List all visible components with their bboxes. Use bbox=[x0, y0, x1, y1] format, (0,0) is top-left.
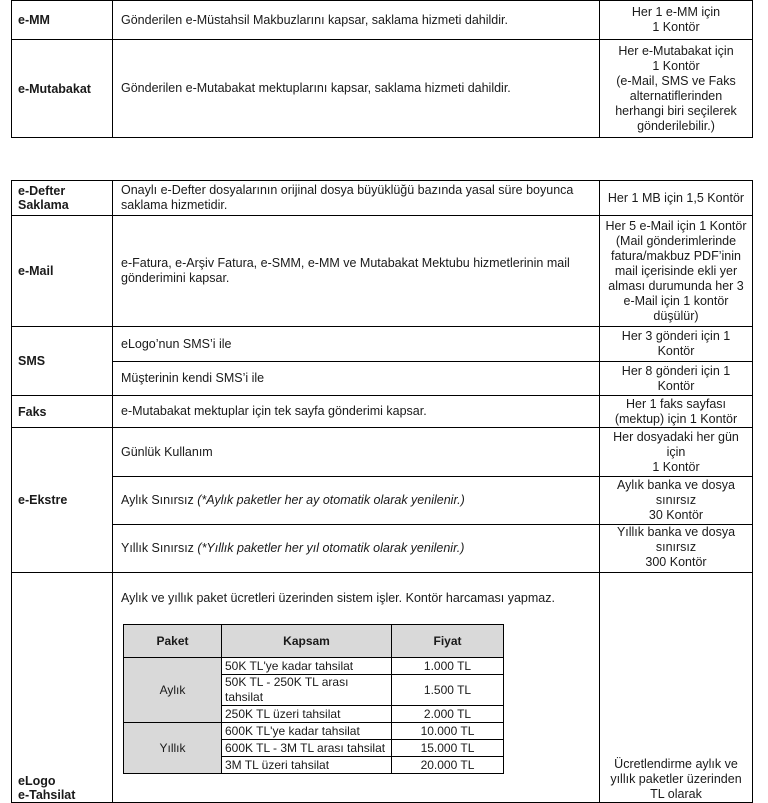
price-line: Her 3 gönderi için 1 bbox=[621, 329, 731, 343]
package-price: 10.000 TL bbox=[392, 723, 504, 740]
price-line: Her 5 e-Mail için 1 Kontör bbox=[605, 218, 747, 233]
package-scope: 50K TL'ye kadar tahsilat bbox=[222, 658, 392, 675]
plan-label: Aylık Sınırsız bbox=[121, 493, 198, 507]
price-edefter: Her 1 MB için 1,5 Kontör bbox=[600, 181, 753, 216]
service-sms: SMS bbox=[12, 327, 113, 396]
price-line: Kontör bbox=[657, 344, 695, 358]
price-line: e-Mail için 1 kontör bbox=[623, 293, 729, 308]
description-ekstre-yearly bbox=[113, 525, 600, 573]
package-price: 15.000 TL bbox=[392, 740, 504, 757]
service-email: e-Mail bbox=[12, 216, 113, 327]
price-sms-elogo bbox=[600, 327, 753, 362]
service-line: e-Defter bbox=[18, 184, 66, 198]
price-faks bbox=[600, 396, 753, 428]
price-line: Ücretlendirme aylık ve bbox=[614, 757, 738, 771]
price-line: (mektup) için 1 Kontör bbox=[614, 411, 738, 426]
service-line: Saklama bbox=[18, 198, 69, 212]
package-scope: 250K TL üzeri tahsilat bbox=[222, 706, 392, 723]
service-line: eLogo bbox=[18, 774, 56, 788]
price-line: Her 1 e-MM için bbox=[631, 5, 721, 19]
price-line: (e-Mail, SMS ve Faks bbox=[616, 73, 736, 88]
price-ekstre-yearly bbox=[600, 525, 753, 573]
description-line: e-Fatura, e-Arşiv Fatura, e-SMM, e-MM ve Mutabakat Mektubu hizmetlerinin mail bbox=[121, 256, 570, 270]
table-row bbox=[12, 216, 753, 327]
service-line: e-Tahsilat bbox=[18, 788, 76, 802]
price-ekstre-monthly bbox=[600, 477, 753, 525]
package-price: 20.000 TL bbox=[392, 757, 504, 774]
table-row bbox=[12, 396, 753, 428]
description-edefter bbox=[113, 181, 600, 216]
table-row bbox=[12, 477, 753, 525]
pricing-table-1 bbox=[11, 0, 753, 138]
table-row bbox=[12, 327, 753, 362]
price-line: 1 Kontör bbox=[652, 58, 700, 73]
price-email bbox=[600, 216, 753, 327]
price-line: 30 Kontör bbox=[648, 508, 704, 522]
package-table bbox=[123, 624, 504, 774]
price-line: yıllık paketler üzerinden bbox=[610, 772, 742, 786]
header-kapsam: Kapsam bbox=[222, 625, 392, 658]
package-scope: 600K TL - 3M TL arası tahsilat bbox=[222, 740, 392, 757]
price-line: Kontör bbox=[657, 378, 695, 393]
package-price: 2.000 TL bbox=[392, 706, 504, 723]
price-line: 1 Kontör bbox=[652, 20, 700, 34]
price-line: sınırsız bbox=[655, 493, 697, 507]
service-edefter bbox=[12, 181, 113, 216]
price-line: gönderilebilir.) bbox=[637, 118, 715, 133]
description-sms-elogo: eLogo’nun SMS’i ile bbox=[113, 327, 600, 362]
price-emm bbox=[600, 1, 753, 40]
description-sms-customer: Müşterinin kendi SMS’i ile bbox=[113, 362, 600, 396]
table-row bbox=[12, 362, 753, 396]
package-group-monthly: Aylık bbox=[124, 658, 222, 723]
price-emutabakat bbox=[600, 40, 753, 138]
table-row bbox=[12, 428, 753, 477]
plan-note: (*Aylık paketler her ay otomatik olarak yenilenir.) bbox=[197, 493, 465, 507]
price-line: sınırsız bbox=[655, 540, 697, 554]
description-faks: e-Mutabakat mektuplar için tek sayfa gönderimi kapsar. bbox=[113, 396, 600, 428]
price-line: alternatiflerinden bbox=[629, 88, 723, 103]
price-line: 1 Kontör bbox=[652, 459, 700, 474]
price-line: fatura/makbuz PDF’inin bbox=[611, 248, 741, 263]
description-emm: Gönderilen e-Müstahsil Makbuzlarını kapsar, saklama hizmeti dahildir. bbox=[113, 1, 600, 40]
price-sms-customer bbox=[600, 362, 753, 396]
price-line: mail içerisinde ekli yer bbox=[614, 263, 738, 278]
header-fiyat: Fiyat bbox=[392, 625, 504, 658]
price-line: herhangi biri seçilerek bbox=[615, 103, 737, 118]
table-row bbox=[12, 181, 753, 216]
table-row bbox=[124, 723, 504, 740]
description-line: gönderimini kapsar. bbox=[121, 271, 230, 285]
package-scope: 600K TL'ye kadar tahsilat bbox=[222, 723, 392, 740]
service-eekstre: e-Ekstre bbox=[12, 428, 113, 573]
description-emutabakat: Gönderilen e-Mutabakat mektuplarını kapsar, saklama hizmeti dahildir. bbox=[113, 40, 600, 138]
price-line: (Mail gönderimlerinde bbox=[615, 233, 737, 248]
package-scope: 50K TL - 250K TL arası tahsilat bbox=[222, 675, 392, 706]
price-line: 300 Kontör bbox=[645, 555, 707, 569]
tahsilat-intro: Aylık ve yıllık paket ücretleri üzerinden sistem işler. Kontör harcaması yapmaz. bbox=[121, 591, 555, 605]
plan-note: (*Yıllık paketler her yıl otomatik olarak yenilenir.) bbox=[197, 541, 465, 555]
price-line: Her 1 faks sayfası bbox=[625, 396, 727, 411]
price-line: TL olarak bbox=[650, 787, 702, 801]
table-row bbox=[12, 40, 753, 138]
description-ekstre-monthly bbox=[113, 477, 600, 525]
header-paket: Paket bbox=[124, 625, 222, 658]
service-faks: Faks bbox=[12, 396, 113, 428]
price-line: alması durumunda her 3 bbox=[608, 278, 744, 293]
price-line: Aylık banka ve dosya bbox=[617, 478, 735, 492]
description-email bbox=[113, 216, 600, 327]
table-row bbox=[12, 573, 753, 803]
package-table-header bbox=[124, 625, 504, 658]
description-line: saklama hizmetidir. bbox=[121, 198, 228, 212]
price-ekstre-daily bbox=[600, 428, 753, 477]
service-emm: e-MM bbox=[12, 1, 113, 40]
table-row bbox=[12, 1, 753, 40]
package-scope: 3M TL üzeri tahsilat bbox=[222, 757, 392, 774]
pricing-table-2 bbox=[11, 180, 753, 803]
package-price: 1.000 TL bbox=[392, 658, 504, 675]
price-line: Yıllık banka ve dosya bbox=[616, 525, 736, 539]
service-etahsilat bbox=[12, 573, 113, 803]
description-line: Onaylı e-Defter dosyalarının orijinal dosya büyüklüğü bazında yasal süre boyunca bbox=[121, 183, 574, 197]
price-line: Her dosyadaki her gün bbox=[613, 429, 739, 444]
price-line: Her e-Mutabakat için bbox=[618, 43, 734, 58]
service-emutabakat: e-Mutabakat bbox=[12, 40, 113, 138]
plan-label: Yıllık Sınırsız bbox=[121, 541, 198, 555]
table-row bbox=[12, 525, 753, 573]
description-etahsilat bbox=[113, 573, 600, 803]
price-line: düşülür) bbox=[653, 308, 699, 323]
price-line: Her 8 gönderi için 1 bbox=[621, 363, 731, 378]
price-etahsilat bbox=[600, 573, 753, 803]
package-group-yearly: Yıllık bbox=[124, 723, 222, 774]
price-line: için bbox=[666, 444, 686, 459]
package-price: 1.500 TL bbox=[392, 675, 504, 706]
description-ekstre-daily: Günlük Kullanım bbox=[113, 428, 600, 477]
table-row bbox=[124, 658, 504, 675]
